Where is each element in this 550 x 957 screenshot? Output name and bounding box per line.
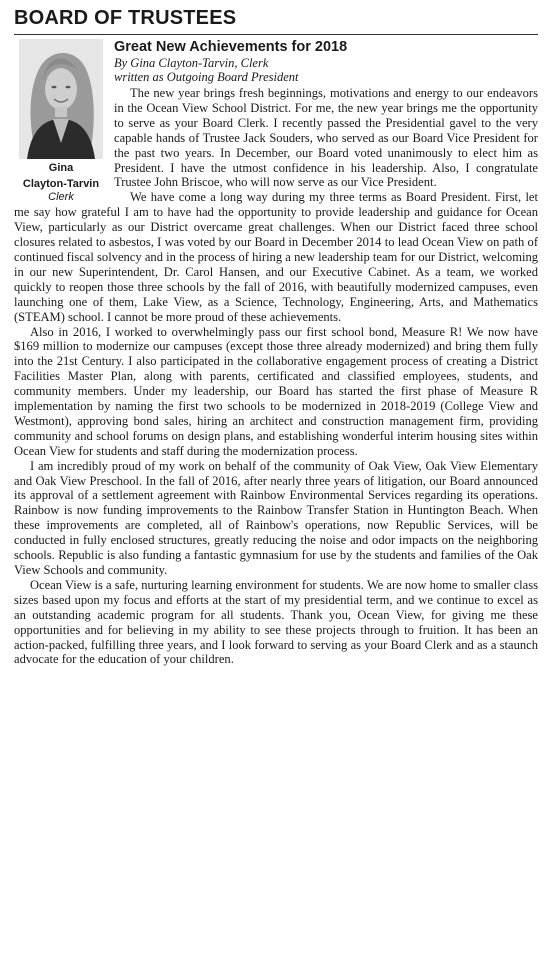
profile-name-line2: Clayton-Tarvin: [22, 178, 100, 190]
paragraph: Also in 2016, I worked to overwhelmingly pass our first school bond, Measure R! We now have $169 million to modernize our campuses (except those three already modernized) and bring them fully into the 21st Century. I also participated in the collaborative engagement process of creating a District Facilities Master Plan, along with parents, certificated and classified employees, students, and community members. Under my leadership, our Board has started the first phase of Measure R implementation by naming the first two schools to be modernized in 2018-2019 (College View and Westmont), approving bond sales, hiring an architect and construction management firm, providing community and school forums on design plans, and establishing wonderful interim housing sites within Ocean View for students and staff during the modernization process.: [14, 324, 538, 458]
article-headline: Great New Achievements for 2018: [114, 39, 348, 55]
title-divider: [14, 34, 538, 35]
section-title: BOARD OF TRUSTEES: [14, 7, 237, 29]
profile-name-line1: Gina: [48, 162, 74, 174]
paragraph: The new year brings fresh beginnings, motivations and energy to our endeavors in the Ocean View School District. For me, the new year brings me the opportunity to serve as your Board Clerk. I recently passed the Presidential gavel to the very capable hands of Trustee Jack Souders, who served as our Board Vice President for the past two years. In December, our Board voted unanimously to elect him as President. I have the utmost confidence in his leadership. Also, I congratulate Trustee John Briscoe, who will now serve as our Vice President.: [114, 86, 538, 190]
portrait-photo: [19, 39, 103, 159]
paragraph: I am incredibly proud of my work on behalf of the community of Oak View, Oak View Elementary and Oak View Preschool. In the fall of 2016, after nearly three years of litigation, our Board announced its approval of a settlement agreement with Rainbow Environmental Services regarding its operations. Rainbow is now funding improvements to the Rainbow Transfer Station in Huntington Beach. When these improvements are completed, all of Rainbow's operations, now Republic Services, will be conducted in fully enclosed structures, greatly reducing the noise and odor impacts on the neighboring schools. Republic is also funding a fantastic gymnasium for use by the students and families of the Oak View Schools and community.: [14, 458, 538, 577]
byline-author: By Gina Clayton-Tarvin, Clerk: [114, 56, 269, 70]
paragraph: We have come a long way during my three terms as Board President. First, let me say how grateful I am to have had the opportunity to provide leadership and guidance for Ocean View, particularly as our District overcame great challenges. When our District faced three school closures related to asbestos, I was voted by our Board in December 2014 to lead Ocean View on path of continued fiscal solvency and in the process of hiring a new leadership team for our District, welcoming in our new Superintendent, Dr. Carol Hansen, and our Executive Cabinet. As a team, we worked quickly to reopen those three schools by the fall of 2016, with beautifully modernized campuses, even launching one of them, Lake View, as a Science, Technology, Engineering, Arts, and Mathematics (STEAM) school. I cannot be more proud of these achievements.: [14, 190, 538, 324]
paragraph: Ocean View is a safe, nurturing learning environment for students. We are now home to smaller class sizes based upon my focus and efforts at the start of my presidential term, and we continue to excel as an outstanding academic program for all students. Thank you, Ocean View, for giving me these opportunities and for believing in my ability to see these projects through to fruition. It has been an action-packed, fulfilling three years, and I look forward to serving as your Board Clerk and as a staunch advocate for the education of your children.: [14, 577, 538, 667]
byline-note: written as Outgoing Board President: [114, 70, 299, 84]
profile-role: Clerk: [48, 191, 74, 203]
profile-block: [16, 39, 106, 204]
